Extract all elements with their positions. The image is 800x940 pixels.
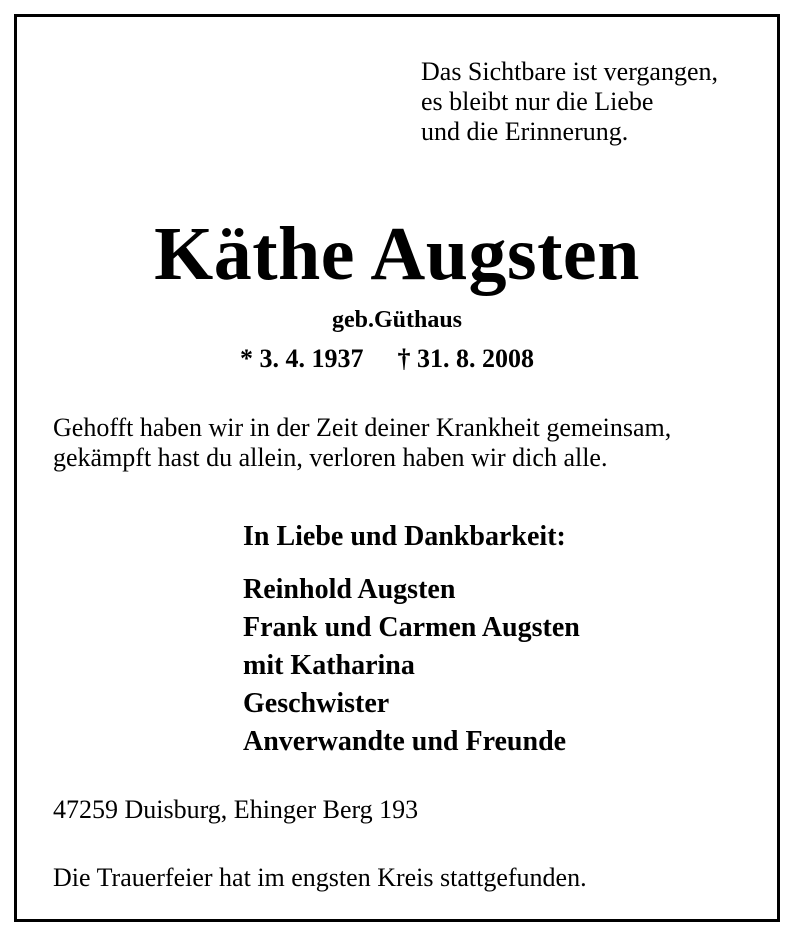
message-line: gekämpft hast du allein, verloren haben wir dich alle. — [53, 443, 608, 472]
death-date: † 31. 8. 2008 — [397, 344, 534, 373]
mourner-name: Anverwandte und Freunde — [243, 726, 567, 757]
motto-line: und die Erinnerung. — [421, 117, 629, 146]
motto-verse — [421, 57, 718, 147]
mourner-name: Frank und Carmen Augsten — [243, 612, 580, 643]
birth-date: * 3. 4. 1937 — [240, 344, 364, 373]
mourner-name: Reinhold Augsten — [243, 574, 456, 605]
obituary-notice — [14, 14, 780, 922]
deceased-name: Käthe Augsten — [154, 212, 640, 296]
family-address: 47259 Duisburg, Ehinger Berg 193 — [53, 795, 419, 824]
funeral-note: Die Trauerfeier hat im engsten Kreis stattgefunden. — [53, 863, 587, 892]
mourners-list — [243, 571, 580, 761]
mourner-name: mit Katharina — [243, 650, 415, 681]
motto-line: es bleibt nur die Liebe — [421, 87, 654, 116]
message-line: Gehofft haben wir in der Zeit deiner Krankheit gemeinsam, — [53, 413, 672, 442]
farewell-message — [53, 413, 671, 473]
life-dates — [240, 344, 534, 374]
mourner-name: Geschwister — [243, 688, 390, 719]
birth-name: geb.Güthaus — [331, 307, 463, 333]
motto-line: Das Sichtbare ist vergangen, — [421, 57, 718, 86]
mourners-heading: In Liebe und Dankbarkeit: — [243, 521, 566, 552]
